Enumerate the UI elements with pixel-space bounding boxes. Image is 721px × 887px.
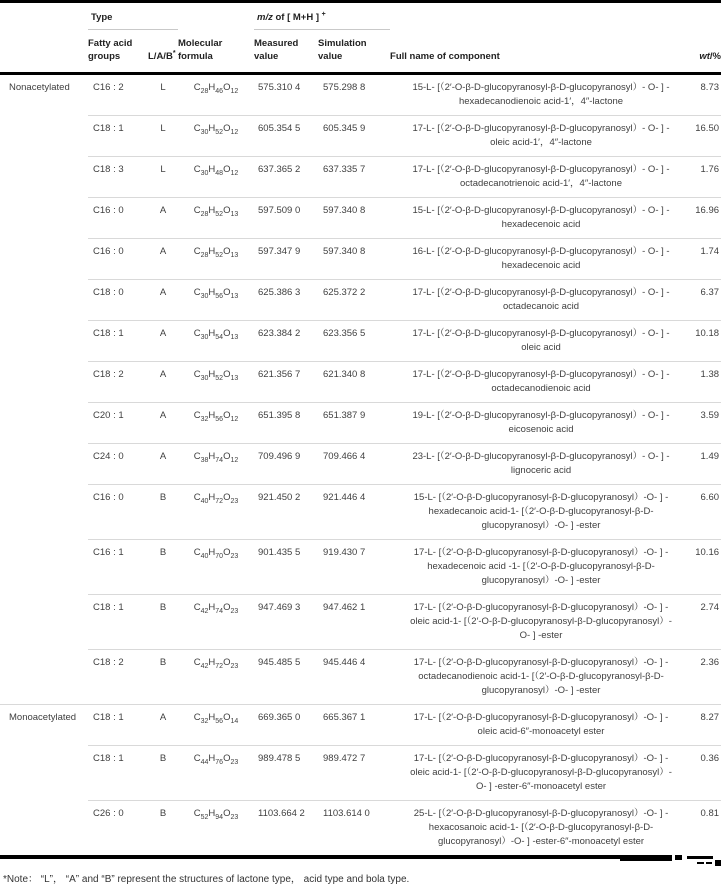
scan-artifact bbox=[715, 860, 721, 866]
cell-full-name bbox=[390, 650, 692, 705]
cell-molecular-formula: $C_{28}H_{46}O_{12}$ bbox=[193, 82, 239, 95]
cell-fatty-acid-group: C16 : 0 bbox=[88, 485, 148, 540]
cell-simulation-value: 597.340 8 bbox=[318, 198, 390, 239]
cell-measured-value: 709.496 9 bbox=[254, 444, 318, 485]
cell-simulation-value: 637.335 7 bbox=[318, 157, 390, 198]
cell-measured-value: 605.354 5 bbox=[254, 116, 318, 157]
cell-measured-value: 651.395 8 bbox=[254, 403, 318, 444]
cell-lab-type: B bbox=[148, 540, 178, 595]
full-name-line: 17-L- [（2′-O-β-D-glucopyranosyl-β-D-glucopyranosyl）-O- ] - bbox=[413, 602, 669, 613]
cell-fatty-acid-group: C20 : 1 bbox=[88, 403, 148, 444]
cell-fatty-acid-group: C18 : 1 bbox=[88, 705, 148, 746]
cell-measured-value: 575.310 4 bbox=[258, 82, 301, 93]
lab-header-superscript: * bbox=[172, 49, 176, 57]
table-row bbox=[0, 801, 721, 856]
cell-measured-value: 597.509 0 bbox=[254, 198, 318, 239]
full-name-line: 17-L- [（2′-O-β-D-glucopyranosyl-β-D-glucopyranosyl）-O- ] - bbox=[413, 712, 669, 723]
cell-measured-value: 945.485 5 bbox=[254, 650, 318, 705]
cell-lab-type: L bbox=[148, 157, 178, 198]
full-name-line: 15-L- [（2′-O-β-D-glucopyranosyl-β-D-glucopyranosyl）- O- ] - bbox=[412, 82, 670, 93]
cell-full-name bbox=[390, 280, 692, 321]
cell-fatty-acid-group: C18 : 1 bbox=[88, 595, 148, 650]
empty-header-cell bbox=[390, 2, 692, 30]
full-name-line: oleic acid-1′，4″-lactone bbox=[490, 137, 592, 148]
full-name-line: 17-L- [（2′-O-β-D-glucopyranosyl-β-D-glucopyranosyl）- O- ] - bbox=[412, 287, 670, 298]
cell-molecular-formula: $C_{40}H_{70}O_{23}$ bbox=[178, 540, 254, 595]
cell-measured-value: 901.435 5 bbox=[254, 540, 318, 595]
fatty-acid-header: Fatty acid groups bbox=[88, 30, 148, 74]
full-name-line: hexadecenoic acid bbox=[501, 260, 581, 271]
type-span-header bbox=[88, 2, 178, 30]
cell-lab-type: L bbox=[148, 116, 178, 157]
full-name-line: 25-L- [（2′-O-β-D-glucopyranosyl-β-D-glucopyranosyl）-O- ] - bbox=[413, 808, 669, 819]
cell-molecular-formula: $C_{42}H_{74}O_{23}$ bbox=[178, 595, 254, 650]
mz-rest-label: of [ M+H ] bbox=[272, 12, 322, 23]
full-name-line: O- ] -ester bbox=[519, 630, 563, 641]
full-name-line: glucopyranosyl）-O- ] -ester bbox=[481, 685, 601, 696]
table-row bbox=[0, 116, 721, 157]
group-label: Monoacetylated bbox=[0, 705, 88, 856]
mz-italic-label: m/z bbox=[257, 12, 273, 23]
lab-header bbox=[148, 30, 178, 74]
full-name-line: hexacosanoic acid-1- [（2′-O-β-D-glucopyranosyl-β-D- bbox=[428, 822, 654, 833]
full-name-line: octadecanoic acid bbox=[502, 301, 580, 312]
bottom-rule-line bbox=[0, 855, 622, 859]
cell-molecular-formula: $C_{52}H_{94}O_{23}$ bbox=[178, 801, 254, 856]
cell-simulation-value: 605.345 9 bbox=[318, 116, 390, 157]
cell-full-name bbox=[390, 540, 692, 595]
cell-lab-type: A bbox=[148, 321, 178, 362]
cell-molecular-formula: $C_{30}H_{48}O_{12}$ bbox=[178, 157, 254, 198]
cell-lab-type: L bbox=[160, 82, 166, 93]
group-label: Nonacetylated bbox=[9, 82, 70, 93]
cell-lab-type: A bbox=[148, 403, 178, 444]
empty-header-cell bbox=[692, 2, 721, 30]
cell-simulation-value: 597.340 8 bbox=[318, 239, 390, 280]
cell-simulation-value: 989.472 7 bbox=[318, 746, 390, 801]
table-row bbox=[0, 74, 721, 116]
cell-fatty-acid-group: C18 : 1 bbox=[88, 746, 148, 801]
cell-fatty-acid-group: C18 : 3 bbox=[88, 157, 148, 198]
full-name-line: 17-L- [（2′-O-β-D-glucopyranosyl-β-D-glucopyranosyl）- O- ] - bbox=[412, 164, 670, 175]
table-body bbox=[0, 74, 721, 856]
cell-wt-percent: 2.36 bbox=[692, 650, 721, 705]
full-name-line: hexadecenoic acid bbox=[501, 219, 581, 230]
group-column-header bbox=[0, 30, 88, 74]
cell-wt-percent: 1.38 bbox=[692, 362, 721, 403]
simulation-value-header: Simulation value bbox=[318, 30, 390, 74]
cell-lab-type: A bbox=[148, 705, 178, 746]
cell-molecular-formula: $C_{30}H_{52}O_{12}$ bbox=[178, 116, 254, 157]
cell-lab-type: B bbox=[148, 801, 178, 856]
full-name-line: oleic acid-6″-monoacetyl ester bbox=[477, 726, 605, 737]
cell-molecular-formula: $C_{28}H_{52}O_{13}$ bbox=[178, 239, 254, 280]
cell-simulation-value: 651.387 9 bbox=[318, 403, 390, 444]
full-name-line: oleic acid-1- [（2′-O-β-D-glucopyranosyl-β-D-glucopyranosyl）- bbox=[410, 767, 672, 778]
header-column-row bbox=[0, 30, 721, 74]
cell-molecular-formula: $C_{32}H_{56}O_{12}$ bbox=[178, 403, 254, 444]
cell-measured-value: 637.365 2 bbox=[254, 157, 318, 198]
wt-italic-label: wt bbox=[699, 51, 710, 62]
cell-full-name bbox=[390, 595, 692, 650]
cell-full-name bbox=[390, 362, 692, 403]
full-name-line: 17-L- [（2′-O-β-D-glucopyranosyl-β-D-glucopyranosyl）- O- ] - bbox=[412, 369, 670, 380]
cell-simulation-value: 921.446 4 bbox=[318, 485, 390, 540]
full-name-line: 15-L- [（2′-O-β-D-glucopyranosyl-β-D-glucopyranosyl）-O- ] - bbox=[413, 492, 669, 503]
cell-lab-type: B bbox=[148, 595, 178, 650]
cell-measured-value: 921.450 2 bbox=[254, 485, 318, 540]
cell-wt-percent: 8.73 bbox=[700, 82, 720, 93]
cell-lab-type: A bbox=[148, 362, 178, 403]
table-row bbox=[0, 403, 721, 444]
molecular-formula-header: Molecular formula bbox=[178, 30, 254, 74]
full-name-line: 17-L- [（2′-O-β-D-glucopyranosyl-β-D-glucopyranosyl）-O- ] - bbox=[413, 547, 669, 558]
full-name-line: octadecanodienoic acid bbox=[491, 383, 591, 394]
cell-wt-percent: 0.36 bbox=[692, 746, 721, 801]
cell-simulation-value: 945.446 4 bbox=[318, 650, 390, 705]
full-name-line: 17-L- [（2′-O-β-D-glucopyranosyl-β-D-glucopyranosyl）-O- ] - bbox=[413, 657, 669, 668]
cell-wt-percent: 16.50 bbox=[692, 116, 721, 157]
full-name-line: 19-L- [（2′-O-β-D-glucopyranosyl-β-D-glucopyranosyl）- O- ] - bbox=[412, 410, 670, 421]
cell-simulation-value: 1103.614 0 bbox=[318, 801, 390, 856]
cell-wt-percent: 0.81 bbox=[692, 801, 721, 856]
cell-measured-value: 621.356 7 bbox=[254, 362, 318, 403]
cell-wt-percent: 2.74 bbox=[692, 595, 721, 650]
mz-superscript: + bbox=[321, 10, 326, 18]
table-row bbox=[0, 705, 721, 746]
cell-lab-type: B bbox=[148, 485, 178, 540]
empty-header-cell bbox=[178, 2, 254, 30]
table-row bbox=[0, 198, 721, 239]
cell-molecular-formula: $C_{44}H_{76}O_{23}$ bbox=[178, 746, 254, 801]
cell-measured-value: 947.469 3 bbox=[254, 595, 318, 650]
header-span-row bbox=[0, 2, 721, 30]
cell-lab-type: A bbox=[148, 239, 178, 280]
table-row bbox=[0, 362, 721, 403]
measured-value-header: Measured value bbox=[254, 30, 318, 74]
table-row bbox=[0, 444, 721, 485]
cell-simulation-value: 623.356 5 bbox=[318, 321, 390, 362]
type-span-label: Type bbox=[91, 12, 113, 23]
full-name-line: hexadecenoic acid -1- [（2′-O-β-D-glucopyranosyl-β-D- bbox=[427, 561, 655, 572]
full-name-line: octadecanodienoic acid-1- [（2′-O-β-D-glucopyranosyl-β-D- bbox=[418, 671, 664, 682]
cell-wt-percent: 10.16 bbox=[692, 540, 721, 595]
cell-wt-percent: 1.74 bbox=[692, 239, 721, 280]
full-name-line: octadecanotrienoic acid-1′，4″-lactone bbox=[460, 178, 623, 189]
cell-measured-value: 625.386 3 bbox=[254, 280, 318, 321]
cell-lab-type: A bbox=[148, 280, 178, 321]
full-name-line: 17-L- [（2′-O-β-D-glucopyranosyl-β-D-glucopyranosyl）-O- ] - bbox=[413, 753, 669, 764]
cell-wt-percent: 10.18 bbox=[692, 321, 721, 362]
empty-header-cell bbox=[0, 2, 88, 30]
cell-molecular-formula: $C_{30}H_{52}O_{13}$ bbox=[178, 362, 254, 403]
cell-fatty-acid-group: C18 : 1 bbox=[88, 321, 148, 362]
cell-wt-percent: 6.60 bbox=[692, 485, 721, 540]
table-header bbox=[0, 2, 721, 74]
cell-wt-percent: 1.76 bbox=[692, 157, 721, 198]
cell-full-name bbox=[390, 705, 692, 746]
scan-artifact bbox=[687, 856, 713, 859]
cell-simulation-value: 919.430 7 bbox=[318, 540, 390, 595]
cell-molecular-formula: $C_{30}H_{54}O_{13}$ bbox=[178, 321, 254, 362]
cell-wt-percent: 6.37 bbox=[692, 280, 721, 321]
cell-fatty-acid-group: C16 : 2 bbox=[93, 82, 124, 93]
cell-fatty-acid-group: C18 : 2 bbox=[88, 362, 148, 403]
table-row bbox=[0, 746, 721, 801]
scan-artifact bbox=[620, 855, 672, 861]
cell-full-name bbox=[390, 321, 692, 362]
full-name-line: glucopyranosyl）-O- ] -ester-6″-monoacetyl ester bbox=[437, 836, 645, 847]
cell-fatty-acid-group: C18 : 1 bbox=[88, 116, 148, 157]
cell-fatty-acid-group: C18 : 2 bbox=[88, 650, 148, 705]
cell-measured-value: 669.365 0 bbox=[254, 705, 318, 746]
cell-simulation-value: 947.462 1 bbox=[318, 595, 390, 650]
mz-span-header bbox=[254, 2, 390, 30]
full-name-line: 15-L- [（2′-O-β-D-glucopyranosyl-β-D-glucopyranosyl）- O- ] - bbox=[412, 205, 670, 216]
cell-wt-percent: 8.27 bbox=[692, 705, 721, 746]
footnote: *Note： “L”， “A” and “B” represent the structures of lactone type， acid type and bola type. bbox=[3, 874, 410, 885]
full-name-line: lignoceric acid bbox=[510, 465, 572, 476]
cell-simulation-value: 575.298 8 bbox=[323, 82, 366, 93]
cell-wt-percent: 16.96 bbox=[692, 198, 721, 239]
cell-fatty-acid-group: C18 : 0 bbox=[88, 280, 148, 321]
full-name-line: 23-L- [（2′-O-β-D-glucopyranosyl-β-D-glucopyranosyl）- O- ] - bbox=[412, 451, 670, 462]
table-row bbox=[0, 540, 721, 595]
full-name-line: 17-L- [（2′-O-β-D-glucopyranosyl-β-D-glucopyranosyl）- O- ] - bbox=[412, 123, 670, 134]
full-name-header: Full name of component bbox=[390, 30, 692, 74]
table-row bbox=[0, 157, 721, 198]
full-name-line: hexadecanodienoic acid-1′，4″-lactone bbox=[458, 96, 624, 107]
table-row bbox=[0, 239, 721, 280]
cell-full-name bbox=[390, 239, 692, 280]
cell-molecular-formula: $C_{32}H_{56}O_{14}$ bbox=[178, 705, 254, 746]
cell-wt-percent: 1.49 bbox=[692, 444, 721, 485]
cell-full-name bbox=[390, 116, 692, 157]
table-row bbox=[0, 595, 721, 650]
cell-fatty-acid-group: C26 : 0 bbox=[88, 801, 148, 856]
cell-measured-value: 597.347 9 bbox=[254, 239, 318, 280]
cell-full-name bbox=[390, 403, 692, 444]
cell-molecular-formula: $C_{38}H_{74}O_{12}$ bbox=[178, 444, 254, 485]
cell-full-name bbox=[390, 485, 692, 540]
full-name-line: oleic acid bbox=[521, 342, 561, 353]
cell-measured-value: 623.384 2 bbox=[254, 321, 318, 362]
cell-measured-value: 1103.664 2 bbox=[254, 801, 318, 856]
cell-fatty-acid-group: C16 : 1 bbox=[88, 540, 148, 595]
full-name-line: eicosenoic acid bbox=[508, 424, 574, 435]
full-name-line: oleic acid-1- [（2′-O-β-D-glucopyranosyl-β-D-glucopyranosyl）- bbox=[410, 616, 672, 627]
cell-fatty-acid-group: C16 : 0 bbox=[88, 198, 148, 239]
full-name-line: hexadecanoic acid-1- [（2′-O-β-D-glucopyranosyl-β-D- bbox=[428, 506, 654, 517]
bottom-rule bbox=[0, 855, 721, 869]
cell-molecular-formula: $C_{30}H_{56}O_{13}$ bbox=[178, 280, 254, 321]
cell-full-name bbox=[390, 746, 692, 801]
full-name-line: glucopyranosyl）-O- ] -ester bbox=[481, 575, 601, 586]
scan-artifact bbox=[697, 862, 704, 864]
cell-molecular-formula: $C_{40}H_{72}O_{23}$ bbox=[178, 485, 254, 540]
cell-simulation-value: 625.372 2 bbox=[318, 280, 390, 321]
cell-full-name bbox=[390, 198, 692, 239]
cell-simulation-value: 665.367 1 bbox=[318, 705, 390, 746]
cell-molecular-formula: $C_{28}H_{52}O_{13}$ bbox=[178, 198, 254, 239]
lab-header-label: L/A/B bbox=[148, 51, 173, 62]
full-name-line: glucopyranosyl）-O- ] -ester bbox=[481, 520, 601, 531]
table-row bbox=[0, 321, 721, 362]
cell-simulation-value: 621.340 8 bbox=[318, 362, 390, 403]
cell-full-name bbox=[390, 801, 692, 856]
full-name-line: O- ] -ester-6″-monoacetyl ester bbox=[475, 781, 607, 792]
full-name-line: 17-L- [（2′-O-β-D-glucopyranosyl-β-D-glucopyranosyl）- O- ] - bbox=[412, 328, 670, 339]
cell-lab-type: A bbox=[148, 198, 178, 239]
scan-artifact bbox=[706, 862, 712, 864]
cell-molecular-formula: $C_{42}H_{72}O_{23}$ bbox=[178, 650, 254, 705]
cell-fatty-acid-group: C24 : 0 bbox=[88, 444, 148, 485]
cell-full-name bbox=[390, 157, 692, 198]
cell-wt-percent: 3.59 bbox=[692, 403, 721, 444]
table-row bbox=[0, 280, 721, 321]
scan-artifact bbox=[675, 855, 682, 860]
table-row bbox=[0, 650, 721, 705]
cell-fatty-acid-group: C16 : 0 bbox=[88, 239, 148, 280]
cell-lab-type: B bbox=[148, 650, 178, 705]
table-row bbox=[0, 485, 721, 540]
cell-full-name bbox=[390, 74, 692, 116]
cell-lab-type: A bbox=[148, 444, 178, 485]
wt-rest-label: /% bbox=[709, 51, 721, 62]
cell-full-name bbox=[390, 444, 692, 485]
wt-header bbox=[692, 30, 721, 74]
full-name-line: 16-L- [（2′-O-β-D-glucopyranosyl-β-D-glucopyranosyl）- O- ] - bbox=[412, 246, 670, 257]
cell-measured-value: 989.478 5 bbox=[254, 746, 318, 801]
cell-lab-type: B bbox=[148, 746, 178, 801]
cell-simulation-value: 709.466 4 bbox=[318, 444, 390, 485]
